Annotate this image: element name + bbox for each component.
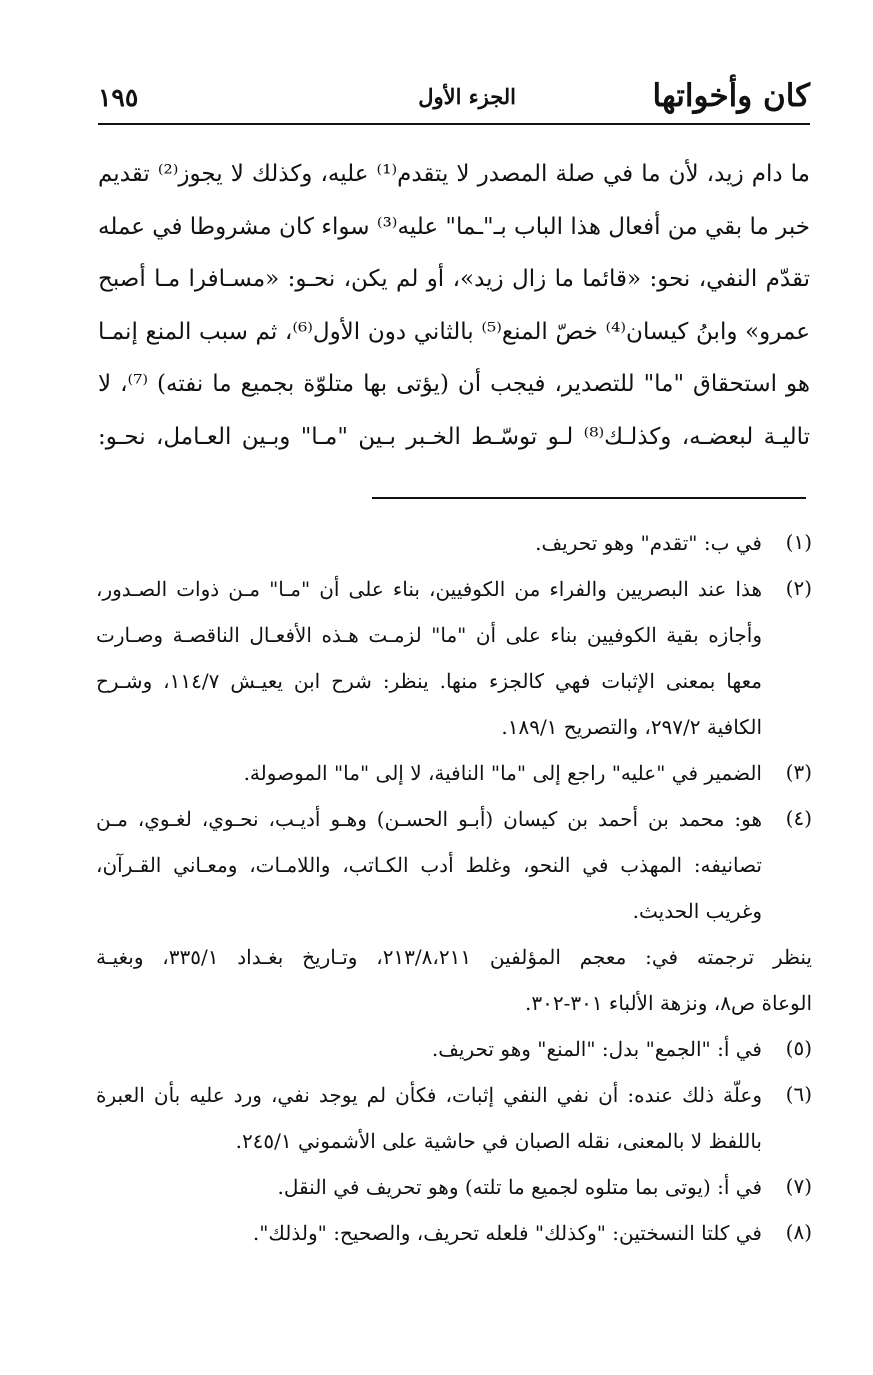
footnote-number: (٣) bbox=[785, 760, 812, 784]
footnote-line: في أ: (يوتى بما متلوه لجميع ما تلته) وهو تحريف في النقل. bbox=[277, 1175, 762, 1199]
footnote-line: الضمير في "عليه" راجع إلى "ما" النافية، لا إلى "ما" الموصولة. bbox=[243, 761, 762, 785]
footnote-line: تصانيفه: المهذب في النحو، وغلط أدب الكـاتب، واللامـات، ومعـاني القـرآن، bbox=[96, 853, 762, 877]
footnote-1 bbox=[96, 526, 812, 572]
footnote-line: وعلّة ذلك عنده: أن نفي النفي إثبات، فكأن لم يوجد نفي، ورد عليه بأن العبرة bbox=[96, 1083, 762, 1107]
page-header bbox=[98, 74, 810, 120]
footnote-line: باللفظ لا بالمعنى، نقله الصبان في حاشية على الأشموني ٢٤٥/١. bbox=[235, 1129, 762, 1153]
footnote-line: في ب: "تقدم" وهو تحريف. bbox=[535, 531, 762, 555]
footnote-line: في أ: "الجمع" بدل: "المنع" وهو تحريف. bbox=[431, 1037, 762, 1061]
footnote-number: (٧) bbox=[785, 1174, 812, 1198]
footnote-number: (٢) bbox=[785, 576, 812, 600]
footnote-line: في كلتا النسختين: "وكذلك" فلعله تحريف، والصحيح: "ولذلك". bbox=[252, 1221, 762, 1245]
footnotes bbox=[96, 526, 812, 1262]
footnote-7 bbox=[96, 1170, 812, 1216]
footnote-line: وأجازه بقية الكوفيين بناء على أن "ما" لزمـت هـذه الأفعـال الناقصـة وصـارت bbox=[96, 623, 762, 647]
body-line: عمرو» وابنُ كيسان⁽⁴⁾ خصّ المنع⁽⁵⁾ بالثاني دون الأول⁽⁶⁾، ثم سبب المنع إنمـا bbox=[98, 318, 810, 345]
part-label: الجزء الأول bbox=[418, 84, 516, 109]
footnote-5 bbox=[96, 1032, 812, 1078]
footnote-separator bbox=[372, 497, 806, 499]
footnote-8 bbox=[96, 1216, 812, 1262]
footnote-6 bbox=[96, 1078, 812, 1170]
footnote-4-continuation bbox=[96, 940, 812, 1032]
footnote-line: هذا عند البصريين والفراء من الكوفيين، بناء على أن "مـا" مـن ذوات الصـدور، bbox=[96, 577, 762, 601]
body-line: هو استحقاق "ما" للتصدير، فيجب أن (يؤتى بها متلوّة بجميع ما نفته) ⁽⁷⁾، لا bbox=[98, 371, 810, 397]
footnote-line: هو: محمد بن أحمد بن كيسان (أبـو الحسـن) وهـو أديـب، نحـوي، لغـوي، مـن bbox=[96, 807, 762, 831]
body-line: ما دام زيد، لأن ما في صلة المصدر لا يتقدم⁽¹⁾ عليه، وكذلك لا يجوز⁽²⁾ تقديم bbox=[98, 161, 810, 187]
footnote-number: (١) bbox=[785, 530, 812, 554]
body-line: تقدّم النفي، نحو: «قائما ما زال زيد»، أو لم يكن، نحـو: «مسـافرا مـا أصبح bbox=[98, 266, 810, 292]
page-number: ١٩٥ bbox=[98, 83, 139, 112]
footnote-number: (٦) bbox=[785, 1082, 812, 1106]
footnote-number: (٥) bbox=[785, 1036, 812, 1060]
footnote-line: ينظر ترجمته في: معجم المؤلفين ٢١٣/٨،٢١١، وتـاريخ بغـداد ٣٣٥/١، وبغيـة bbox=[96, 945, 812, 969]
footnote-4 bbox=[96, 802, 812, 940]
footnote-number: (٤) bbox=[785, 806, 812, 830]
footnote-line: الكافية ٢٩٧/٢، والتصريح ١٨٩/١. bbox=[501, 715, 762, 739]
header-rule bbox=[98, 123, 810, 125]
chapter-title: كان وأخواتها bbox=[652, 78, 810, 114]
footnote-line: معها بمعنى الإثبات فهي كالجزء منها. ينظر: شرح ابن يعيـش ١١٤/٧، وشـرح bbox=[96, 669, 762, 693]
footnote-number: (٨) bbox=[785, 1220, 812, 1244]
footnote-line: وغريب الحديث. bbox=[632, 899, 762, 923]
body-line: خبر ما بقي من أفعال هذا الباب بـ"ـما" عليه⁽³⁾ سواء كان مشروطا في عمله bbox=[98, 213, 810, 240]
body-line: تاليـة لبعضـه، وكذلـك⁽⁸⁾ لـو توسّـط الخـبر بـين "مـا" وبـين العـامل، نحـو: bbox=[98, 423, 810, 450]
footnote-line: الوعاة ص٨، ونزهة الألباء ٣٠١-٣٠٢. bbox=[524, 991, 812, 1015]
footnote-3 bbox=[96, 756, 812, 802]
main-text bbox=[98, 152, 810, 467]
footnote-2 bbox=[96, 572, 812, 756]
